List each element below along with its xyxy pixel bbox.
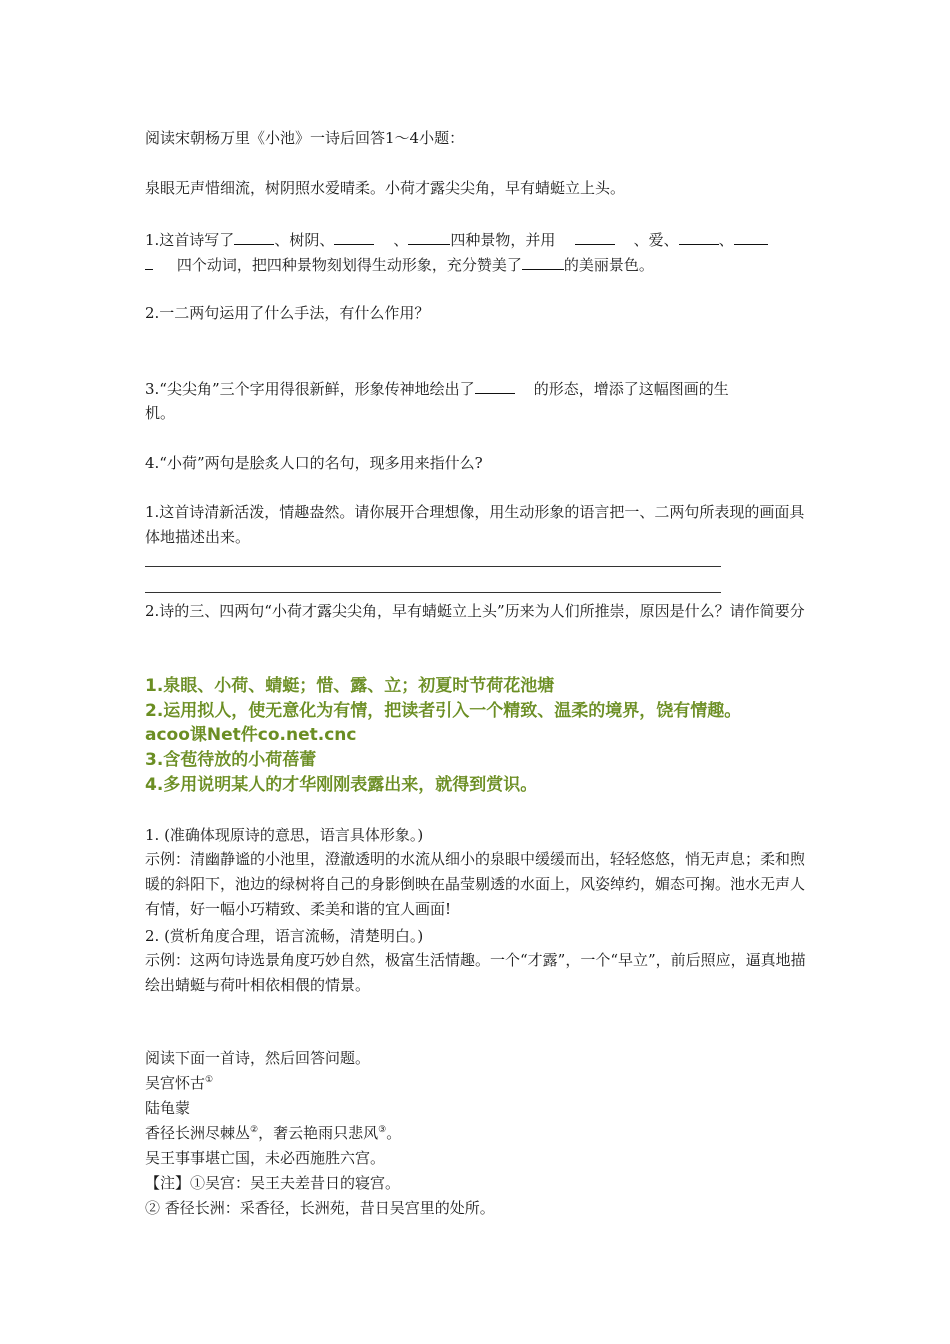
- blank[interactable]: [408, 229, 450, 245]
- answer-3: 3.含苞待放的小荷蓓蕾: [145, 750, 317, 770]
- reference-1-head: 1. (准确体现原诗的意思，语言具体形象。): [145, 826, 424, 844]
- blank[interactable]: [522, 254, 564, 270]
- poem-title: 吴宫怀古①: [145, 1074, 214, 1092]
- answer-line: [145, 592, 721, 593]
- poem-text: 泉眼无声惜细流，树阴照水爱晴柔。小荷才露尖尖角，早有蜻蜓立上头。: [145, 179, 626, 197]
- question-3-line-2: 机。: [145, 404, 176, 422]
- reference-2-body: 示例：这两句诗选景角度巧妙自然，极富生活情趣。一个“才露”，一个“早立”，前后照应，逼真地描绘出蜻蜓与荷叶相依相偎的情景。: [145, 951, 806, 994]
- poem-line-2: 吴王事事堪亡国，未必西施胜六宫。: [145, 1149, 386, 1167]
- answer-1: 1.泉眼、小荷、蜻蜓；惜、露、立；初夏时节荷花池塘: [145, 676, 555, 696]
- question-2: 2.一二两句运用了什么手法，有什么作用？: [145, 304, 430, 322]
- reference-1-body: 示例：清幽静谧的小池里，澄澈透明的水流从细小的泉眼中缓缓而出，轻轻悠悠，悄无声息；柔和煦暖的斜阳下，池边的绿树将自己的身影倒映在晶莹剔透的水面上，风姿绰约，媚态可掬。池水无声人有情，好一幅小巧精致、柔美和谐的宜人画面!: [145, 850, 806, 918]
- answer-line: [145, 566, 721, 567]
- blank[interactable]: [334, 229, 374, 245]
- reference-2-head: 2. (赏析角度合理，语言流畅，清楚明白。): [145, 927, 424, 945]
- answer-2: 2.运用拟人，使无意化为有情，把读者引入一个精致、温柔的境界，饶有情趣。: [145, 701, 742, 721]
- note-1: 【注】①吴宫：吴王夫差昔日的寝宫。: [145, 1174, 401, 1192]
- question-1-line-2: 四个动词，把四种景物刻划得生动形象，充分赞美了 的美丽景色。: [145, 254, 654, 275]
- answer-4: 4.多用说明某人的才华刚刚表露出来，就得到赏识。: [145, 775, 538, 795]
- blank[interactable]: [234, 229, 274, 245]
- blank[interactable]: [475, 378, 515, 394]
- extra-question-2: 2.诗的三、四两句“小荷才露尖尖角，早有蜻蜓立上头”历来为人们所推崇，原因是什么？请作简要分: [145, 602, 805, 620]
- watermark-text: acoo课Net件co.net.cnc: [145, 725, 357, 745]
- question-1-line-1: 1.这首诗写了 、树阴、 、 四种景物，并用 、爱、 、: [145, 229, 768, 250]
- note-2: ② 香径长洲：采香径，长洲苑，昔日吴宫里的处所。: [145, 1199, 495, 1217]
- blank[interactable]: [145, 254, 153, 270]
- reading-instruction: 阅读下面一首诗，然后回答问题。: [145, 1049, 371, 1067]
- blank[interactable]: [734, 229, 768, 245]
- blank[interactable]: [679, 229, 719, 245]
- question-3-line-1: 3.“尖尖角”三个字用得很新鲜，形象传神地绘出了 的形态，增添了这幅图画的生: [145, 380, 729, 398]
- poem-author: 陆龟蒙: [145, 1099, 191, 1117]
- extra-question-1: 1.这首诗清新活泼，情趣盎然。请你展开合理想像，用生动形象的语言把一、二两句所表现的画面具体地描述出来。: [145, 503, 805, 546]
- intro-text: 阅读宋朝杨万里《小池》一诗后回答1～4小题：: [145, 129, 465, 147]
- blank[interactable]: [575, 229, 615, 245]
- poem-line-1: 香径长洲尽棘丛②，奢云艳雨只悲风③。: [145, 1124, 402, 1142]
- question-4: 4.“小荷”两句是脍炙人口的名句，现多用来指什么?: [145, 454, 483, 472]
